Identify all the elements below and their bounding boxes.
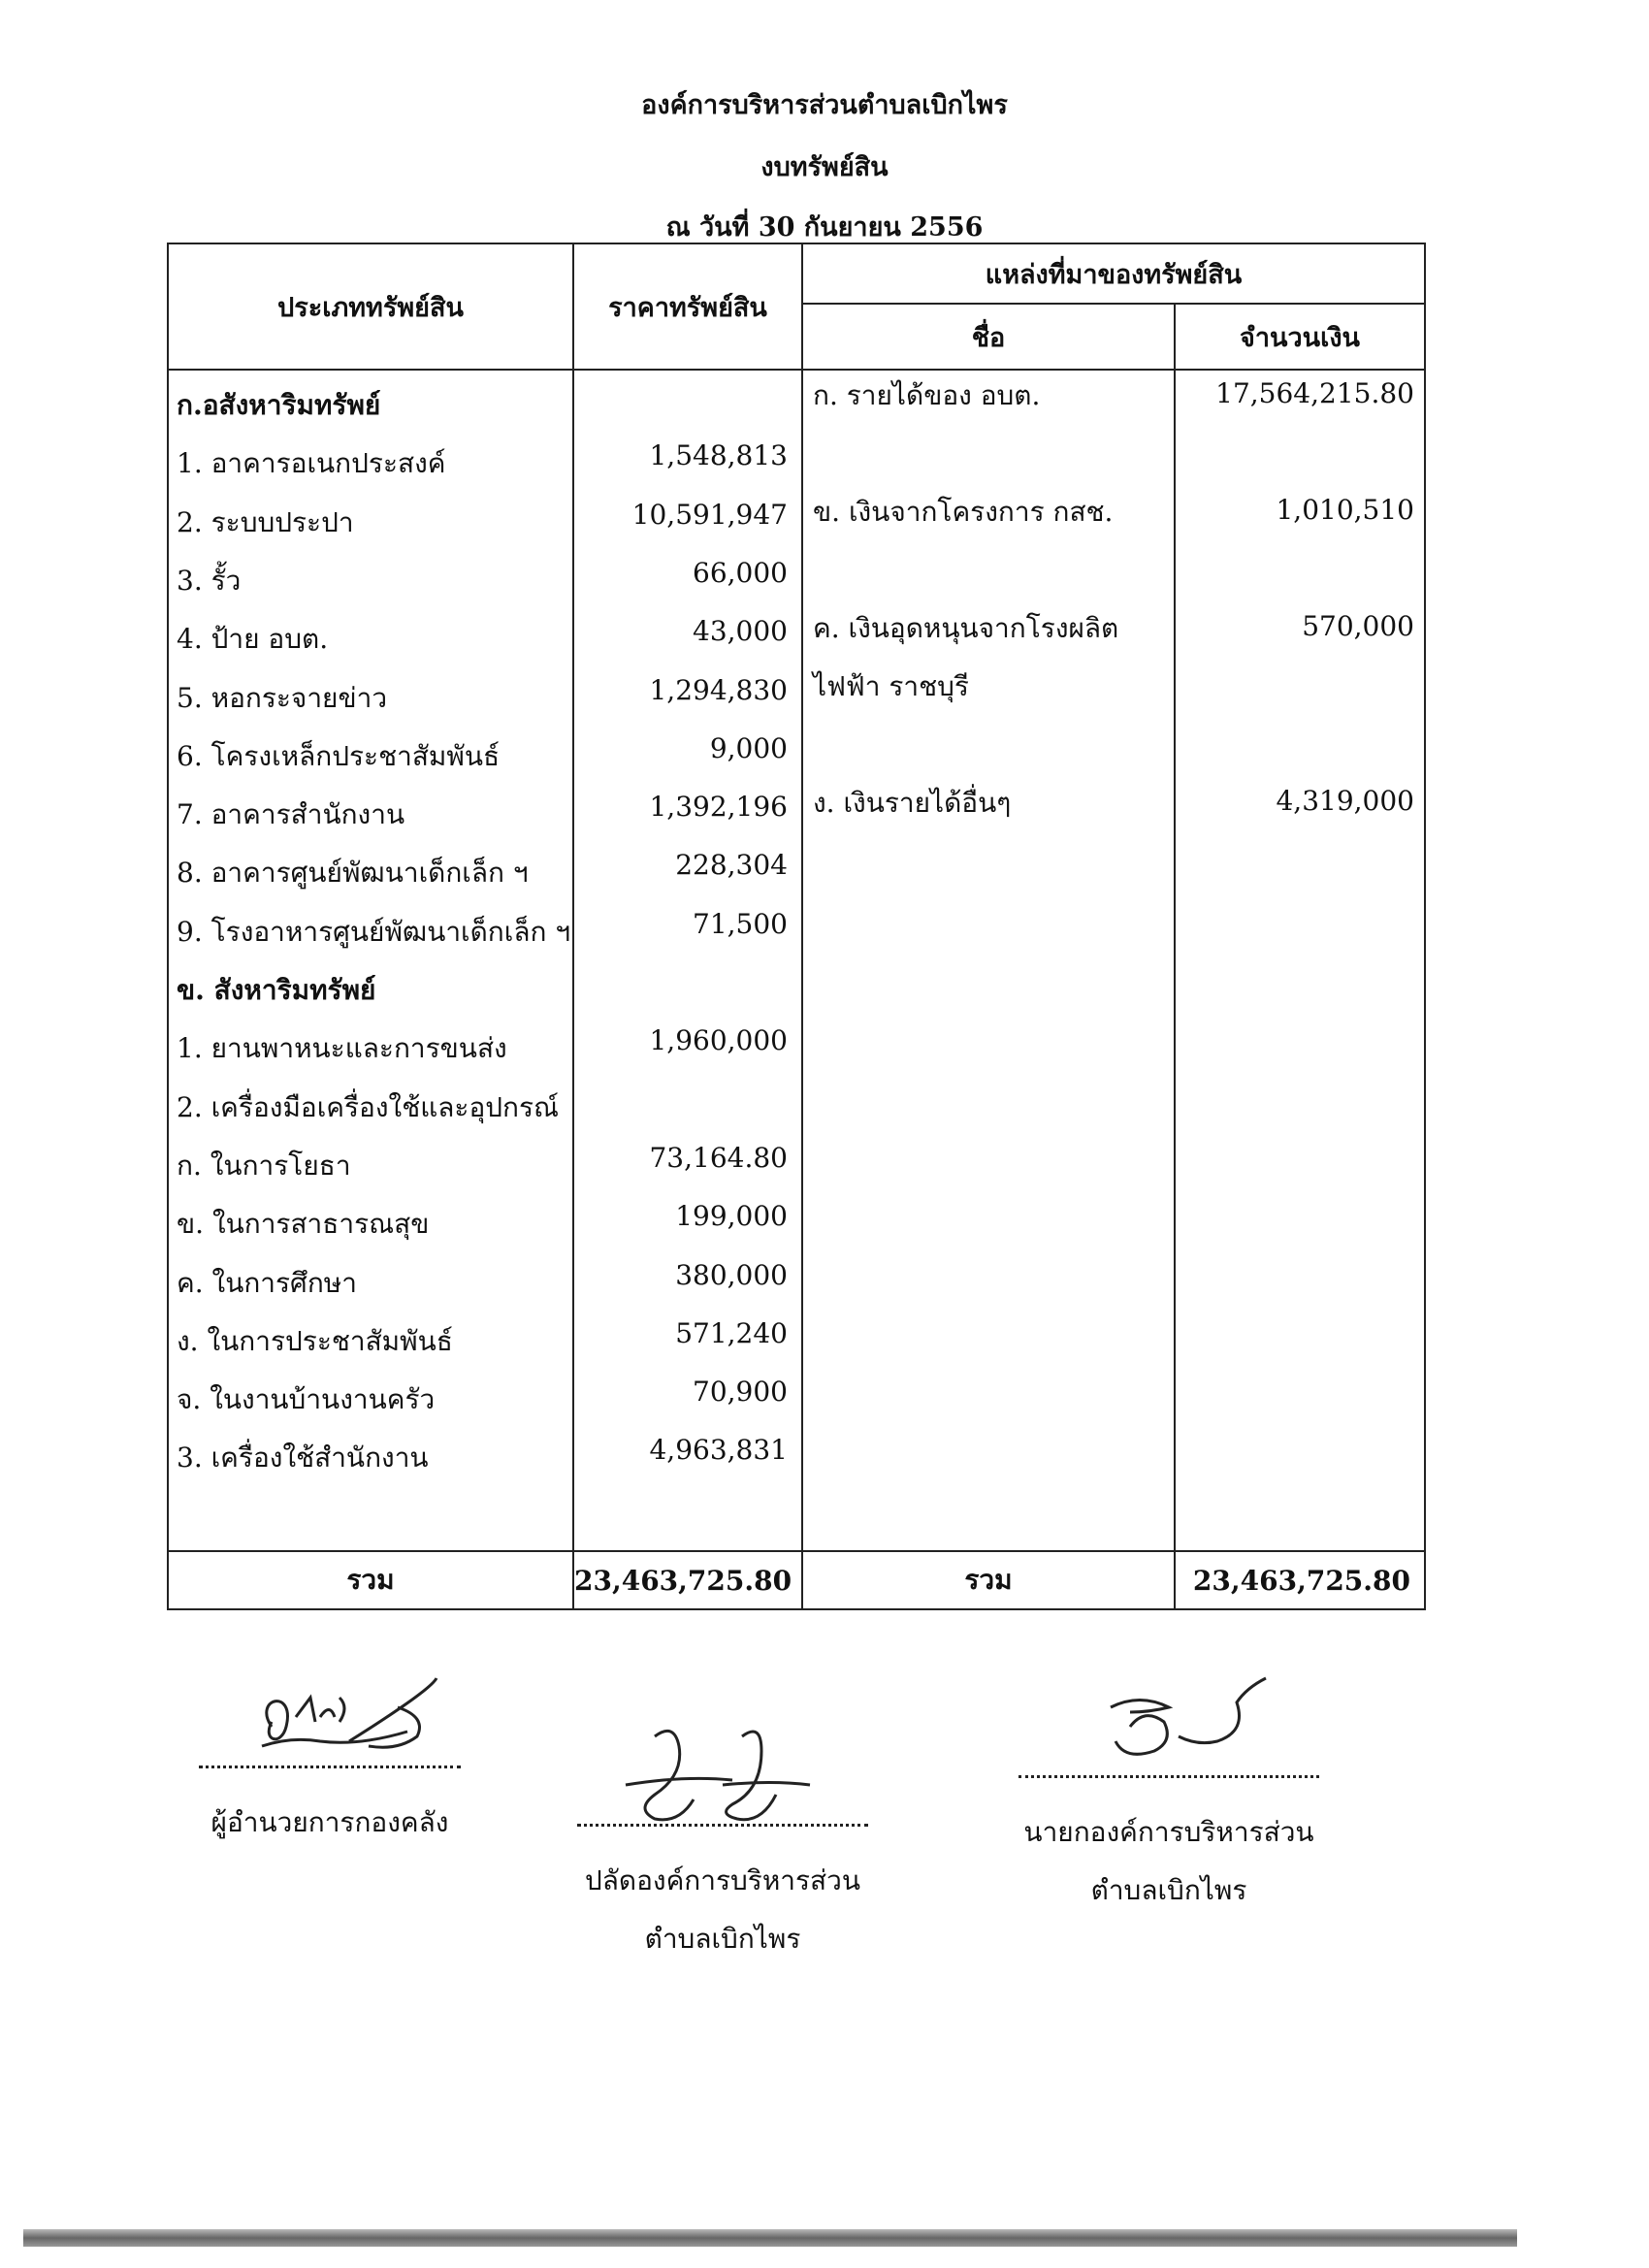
total-label-right: รวม [802,1551,1175,1609]
org-name: องค์การบริหารส่วนตำบลเบิกไพร [641,90,1008,120]
asset-value: 9,000 [709,731,788,764]
asset-label: 5. หอกระจายข่าว [177,681,388,714]
signature-mark [204,1649,456,1766]
asset-value: 1,960,000 [649,1024,788,1057]
asset-label: ข. สังหาริมทรัพย์ [177,974,376,1006]
asset-label: 1. อาคารอเนกประสงค์ [177,447,446,480]
asset-value: 71,500 [693,907,788,940]
asset-value: 10,591,947 [631,498,788,531]
signature-mark [597,1717,849,1824]
signature-title: ผู้อำนวยการกองคลัง [210,1806,449,1838]
source-amount: 570,000 [1302,610,1414,642]
source-name: ก. รายได้ของ อบต. [813,379,1041,411]
total-value-left: 23,463,725.80 [573,1551,802,1609]
signature-title-2: ตำบลเบิกไพร [1090,1874,1247,1906]
signature-title-2: ตำบลเบิกไพร [644,1923,801,1955]
signature-block-clerk [567,1717,878,1968]
asset-values-cell [573,370,802,1551]
asset-label: ข. ในการสาธารณสุข [177,1208,430,1241]
col-source-name: ชื่อ [802,304,1175,370]
col-asset-type: ประเภททรัพย์สิน [168,243,573,370]
scan-edge-bar [23,2229,1517,2247]
signature-block-mayor [1004,1669,1334,1920]
total-label-left: รวม [168,1551,573,1609]
asset-value: 4,963,831 [649,1434,788,1467]
source-amount: 1,010,510 [1276,494,1414,526]
doc-date: ณ วันที่ 30 กันยายน 2556 [665,212,984,243]
source-name: ง. เงินรายได้อื่นๆ [813,787,1012,819]
asset-value: 199,000 [675,1200,788,1233]
signature-title: นายกองค์การบริหารส่วน [1023,1816,1314,1848]
signature-block-finance [184,1649,475,1852]
asset-value: 66,000 [693,556,788,589]
asset-label: 2. ระบบประปา [177,505,354,538]
asset-label: จ. ในงานบ้านงานครัว [177,1383,436,1416]
asset-value: 228,304 [675,849,788,882]
asset-value: 73,164.80 [649,1141,788,1174]
col-asset-price: ราคาทรัพย์สิน [573,243,802,370]
asset-value: 43,000 [693,615,788,648]
asset-label: ค. ในการศึกษา [177,1266,357,1299]
source-name: ค. เงินอุดหนุนจากโรงผลิต [813,612,1119,644]
asset-label: 4. ป้าย อบต. [177,623,329,656]
asset-value: 1,548,813 [649,439,788,472]
asset-label: ก. ในการโยธา [177,1149,351,1182]
col-source: แหล่งที่มาของทรัพย์สิน [802,243,1425,304]
asset-label: 1. ยานพาหนะและการขนส่ง [177,1032,507,1065]
asset-label: 9. โรงอาหารศูนย์พัฒนาเด็กเล็ก ฯ [177,915,571,948]
asset-label: 7. อาคารสำนักงาน [177,798,405,831]
source-amount: 4,319,000 [1276,785,1414,817]
asset-table [167,243,1426,1610]
asset-value: 70,900 [693,1376,788,1409]
source-name: ข. เงินจากโครงการ กสช. [813,496,1114,528]
signature-mark [1043,1669,1295,1775]
asset-value: 571,240 [675,1316,788,1349]
asset-label: 8. อาคารศูนย์พัฒนาเด็กเล็ก ฯ [177,857,529,890]
col-source-amount: จำนวนเงิน [1175,304,1425,370]
source-amounts-cell [1175,370,1425,1551]
asset-label: ก.อสังหาริมทรัพย์ [177,389,381,421]
asset-value: 1,392,196 [649,791,788,824]
doc-title: งบทรัพย์สิน [760,152,889,182]
source-amount: 17,564,215.80 [1215,377,1414,409]
asset-value: 1,294,830 [649,673,788,706]
asset-label: 3. รั้ว [177,564,242,597]
total-value-right: 23,463,725.80 [1175,1551,1425,1609]
asset-label: 3. เครื่องใช้สำนักงาน [177,1442,429,1474]
asset-value: 380,000 [675,1258,788,1291]
asset-label: 2. เครื่องมือเครื่องใช้และอุปกรณ์ [177,1090,560,1123]
source-names-cell [802,370,1175,1551]
asset-label: 6. โครงเหล็กประชาสัมพันธ์ [177,739,501,772]
asset-labels-cell [168,370,573,1551]
asset-label: ง. ในการประชาสัมพันธ์ [177,1324,453,1357]
source-name: ไฟฟ้า ราชบุรี [813,670,969,702]
signature-title: ปลัดองค์การบริหารส่วน [584,1864,861,1896]
